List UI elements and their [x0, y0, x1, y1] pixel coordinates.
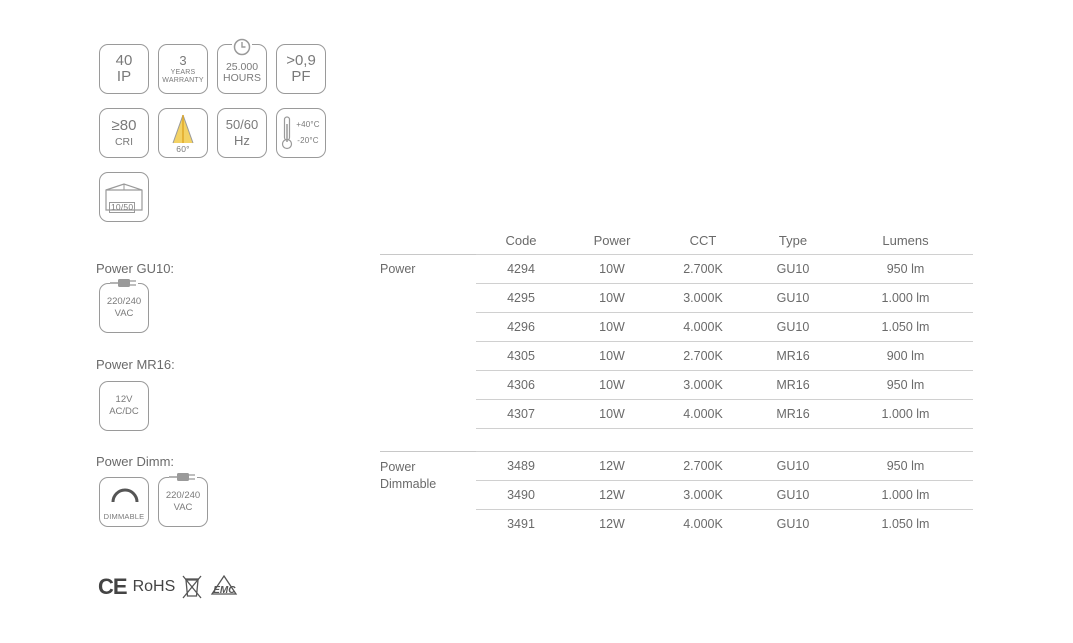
- temperature-range-badge: [276, 108, 326, 158]
- cell-cct: 3.000K: [658, 371, 748, 400]
- warranty-line1: YEARS: [170, 69, 196, 77]
- cell-code: 4294: [476, 255, 566, 284]
- cell-power: 10W: [566, 255, 658, 284]
- cell-lumens: 950 lm: [838, 452, 973, 481]
- mr16-voltage-line2: AC/DC: [109, 406, 139, 417]
- header-group: [380, 226, 476, 255]
- cell-code: 4305: [476, 342, 566, 371]
- ip-value: 40: [115, 52, 133, 70]
- cell-code: 4307: [476, 400, 566, 429]
- cell-cct: 2.700K: [658, 255, 748, 284]
- cell-type: GU10: [748, 255, 838, 284]
- frequency-badge: [217, 108, 267, 158]
- table-row: [380, 255, 973, 284]
- cell-power: 10W: [566, 371, 658, 400]
- power-mr16-badge: [99, 381, 149, 431]
- cell-lumens: 1.000 lm: [838, 284, 973, 313]
- cell-cct: 2.700K: [658, 452, 748, 481]
- cell-cct: 4.000K: [658, 510, 748, 539]
- cell-lumens: 950 lm: [838, 371, 973, 400]
- cell-power: 10W: [566, 400, 658, 429]
- warranty-line2: WARRANTY: [162, 76, 204, 84]
- header-cct: CCT: [689, 232, 717, 248]
- cell-lumens: 900 lm: [838, 342, 973, 371]
- temp-min: -20°C: [297, 136, 319, 145]
- hz-value: 50/60: [225, 117, 259, 133]
- beam-angle-badge: [158, 108, 208, 158]
- gu10-voltage-line1: 220/240: [106, 296, 142, 308]
- ce-mark: CE: [98, 574, 127, 599]
- power-dimm-badge: [158, 477, 208, 527]
- group-name-line2: Dimmable: [380, 476, 437, 491]
- header-lumens: Lumens: [882, 232, 929, 248]
- cri-value: ≥80: [111, 117, 137, 135]
- dimm-voltage-line1: 220/240: [165, 490, 201, 502]
- warranty-badge: [158, 44, 208, 94]
- cell-code: 4296: [476, 313, 566, 342]
- lifetime-hours-badge: [217, 44, 267, 94]
- cell-lumens: 950 lm: [838, 255, 973, 284]
- beam-icon: [168, 113, 198, 147]
- cell-code: 3489: [476, 452, 566, 481]
- certification-marks: [98, 572, 239, 602]
- cell-power: 12W: [566, 510, 658, 539]
- power-gu10-badge: [99, 283, 149, 333]
- cell-power: 10W: [566, 342, 658, 371]
- cell-lumens: 1.000 lm: [838, 481, 973, 510]
- cri-badge: [99, 108, 149, 158]
- header-power: Power: [593, 232, 631, 248]
- emc-mark: [209, 574, 239, 600]
- cell-code: 3491: [476, 510, 566, 539]
- cell-cct: 3.000K: [658, 481, 748, 510]
- packaging-value: 10/50: [111, 202, 134, 212]
- group-name-line1: Power: [380, 460, 416, 474]
- table-row: [380, 452, 973, 481]
- table-spacer: [380, 429, 973, 452]
- dimm-voltage-line2: VAC: [173, 502, 193, 513]
- header-type: Type: [778, 232, 808, 248]
- plug-icon: [169, 472, 197, 482]
- plug-icon: [110, 278, 138, 288]
- cell-type: GU10: [748, 452, 838, 481]
- hz-unit: Hz: [234, 133, 250, 148]
- hours-unit: HOURS: [223, 72, 261, 84]
- cell-power: 12W: [566, 452, 658, 481]
- product-spec-table: [380, 226, 973, 538]
- power-mr16-label: Power MR16:: [96, 357, 175, 372]
- temp-max: +40°C: [296, 119, 320, 129]
- cell-lumens: 1.000 lm: [838, 400, 973, 429]
- dimmable-text: DIMMABLE: [103, 512, 145, 522]
- pf-value: >0,9: [286, 52, 316, 70]
- cell-type: MR16: [748, 371, 838, 400]
- packaging-badge: [99, 172, 149, 222]
- rohs-mark: RoHS: [132, 578, 176, 595]
- cell-type: MR16: [748, 400, 838, 429]
- clock-icon: [232, 37, 252, 57]
- cell-power: 10W: [566, 284, 658, 313]
- group-power-label: Power: [380, 255, 476, 429]
- hours-value: 25.000: [225, 60, 259, 73]
- ip-unit: IP: [116, 68, 132, 85]
- gu10-voltage-line2: VAC: [114, 308, 134, 319]
- warranty-value: 3: [179, 52, 187, 68]
- pf-unit: PF: [291, 68, 311, 85]
- emc-text: EMC: [213, 585, 236, 596]
- cell-code: 4306: [476, 371, 566, 400]
- cell-power: 10W: [566, 313, 658, 342]
- table-header-row: [380, 226, 973, 255]
- cell-code: 4295: [476, 284, 566, 313]
- dimmer-icon: [110, 488, 140, 504]
- cell-type: MR16: [748, 342, 838, 371]
- mr16-voltage-line1: 12V: [115, 394, 133, 406]
- header-code: Code: [505, 232, 537, 248]
- cell-type: GU10: [748, 481, 838, 510]
- ip-rating-badge: [99, 44, 149, 94]
- cell-code: 3490: [476, 481, 566, 510]
- thermometer-icon: [281, 116, 293, 150]
- cell-type: GU10: [748, 313, 838, 342]
- beam-angle-value: 60°: [176, 144, 190, 155]
- cell-lumens: 1.050 lm: [838, 510, 973, 539]
- group-power-dimmable-label: [380, 452, 476, 539]
- dimmable-badge: [99, 477, 149, 527]
- cell-type: GU10: [748, 510, 838, 539]
- power-gu10-label: Power GU10:: [96, 261, 175, 276]
- cell-power: 12W: [566, 481, 658, 510]
- power-dimm-label: Power Dimm:: [96, 454, 175, 469]
- cell-cct: 2.700K: [658, 342, 748, 371]
- cell-cct: 4.000K: [658, 400, 748, 429]
- cell-lumens: 1.050 lm: [838, 313, 973, 342]
- cell-type: GU10: [748, 284, 838, 313]
- weee-bin-icon: [181, 574, 203, 600]
- cri-unit: CRI: [114, 135, 134, 148]
- power-factor-badge: [276, 44, 326, 94]
- cell-cct: 4.000K: [658, 313, 748, 342]
- cell-cct: 3.000K: [658, 284, 748, 313]
